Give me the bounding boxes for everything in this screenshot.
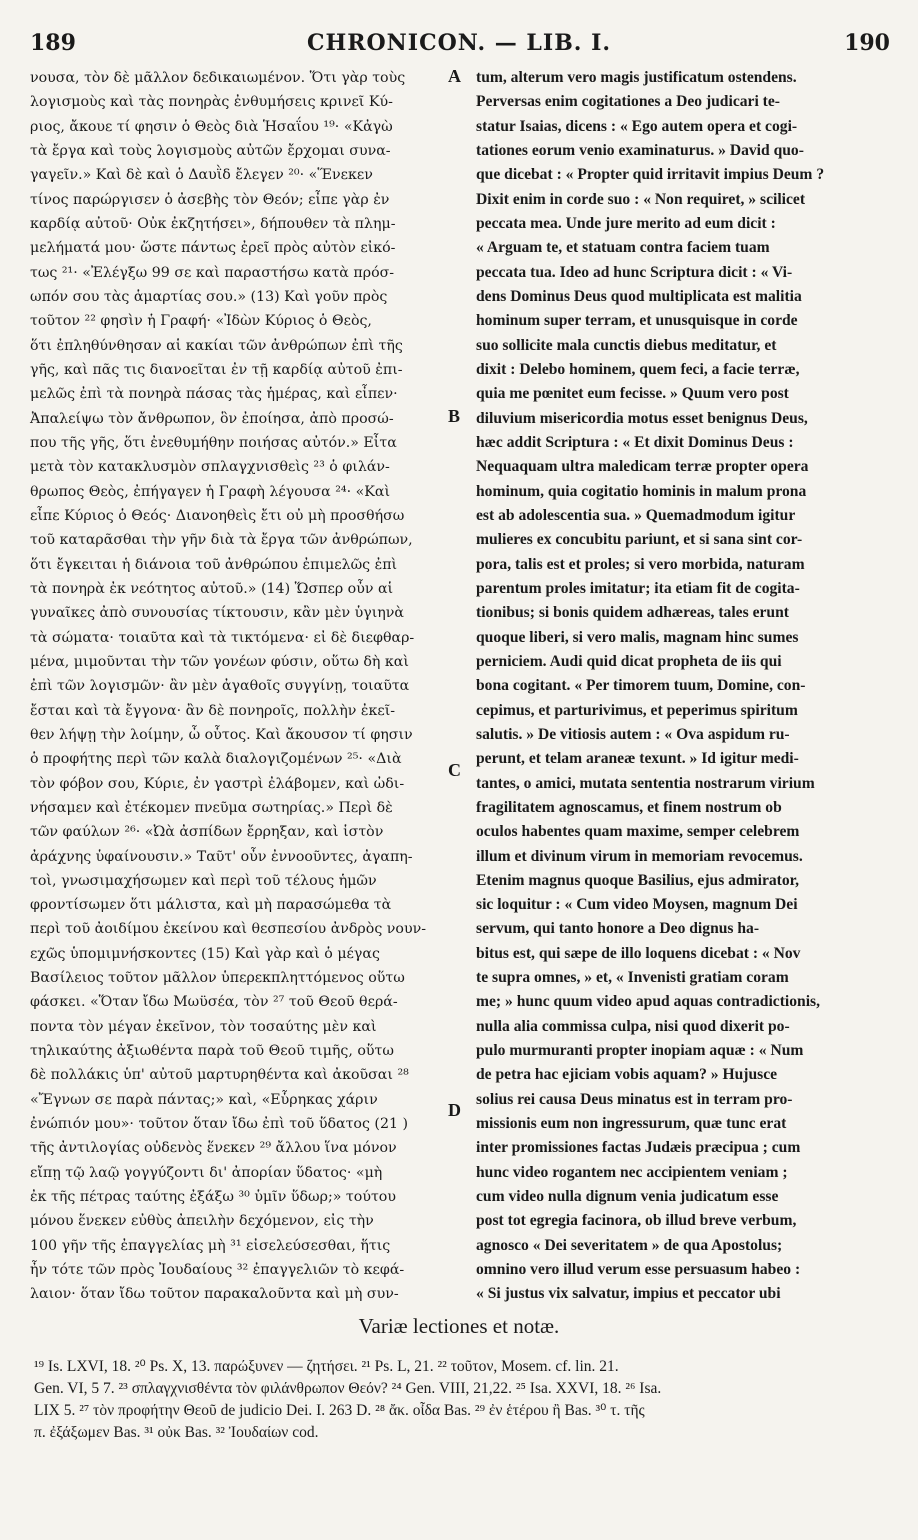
latin-text-line: hominum super terram, et unusquisque in corde	[476, 312, 798, 330]
latin-text-line: omnino vero illud verum esse persuasum habeo :	[476, 1261, 801, 1279]
greek-text-line: μένα, μιμοῦνται τὴν τῶν γονέων φύσιν, οὕτω δὴ καὶ	[30, 653, 409, 670]
greek-text-line: τίνος παρώργισεν ὁ ἀσεβὴς τὸν Θεόν; εἶπε γὰρ ἐν	[30, 191, 390, 208]
latin-text-line: hominum, quia cogitatio hominis in malum prona	[476, 482, 807, 500]
greek-text-line: που τῆς γῆς, ὅτι ἐνεθυμήθην ποιήσας αὐτόν.» Εἶτα	[30, 434, 397, 451]
latin-text-line: tum, alterum vero magis justificatum ostendens.	[476, 69, 797, 86]
latin-text-line: fragilitatem agnoscamus, et finem nostrum ob	[476, 798, 782, 816]
margin-letter-c: C	[448, 760, 461, 780]
latin-text-line: « Si justus vix salvatur, impius et peccator ubi	[476, 1285, 781, 1303]
greek-text-line: θεν λήψῃ τὴν λοίμην, ὦ οὗτος. Καὶ ἄκουσον τί φησιν	[30, 726, 413, 743]
latin-text-line: te supra omnes, » et, « Invenisti gratiam coram	[476, 969, 789, 987]
latin-text-line: me; » hunc quum video apud aquas contradictionis,	[476, 993, 820, 1011]
greek-text-line: μετὰ τὸν κατακλυσμὸν σπλαγχνισθεὶς ²³ ὁ φιλάν-	[30, 459, 390, 476]
latin-text-line: peccata tua. Ideo ad hunc Scriptura dicit : « Vi-	[476, 263, 793, 281]
greek-text-line: ὅτι ἔγκειται ἡ διάνοια τοῦ ἀνθρώπου ἐπιμελῶς ἐπὶ	[30, 556, 398, 573]
latin-text-line: post tot egregia facinora, ob illud breve verbum,	[476, 1212, 797, 1230]
greek-text-line: ἐκ τῆς πέτρας ταύτης ἐξάξω ³⁰ ὑμῖν ὕδωρ;» τούτου	[30, 1189, 396, 1206]
latin-text-line: bona cogitant. « Per timorem tuum, Domine, con-	[476, 677, 806, 695]
greek-text-line: τὸν φόβον σου, Κύριε, ἐν γαστρὶ ἐλάβομεν, καὶ ὠδι-	[30, 775, 405, 792]
latin-text-line: missionis eum non ingressurum, quæ tunc erat	[476, 1115, 787, 1133]
latin-text-line: tationes eorum venio examinaturus. » David quo-	[476, 141, 804, 159]
latin-text-line: salutis. » De vitiosis autem : « Ova aspidum ru-	[476, 725, 790, 743]
greek-text-line: ὁ προφήτης περὶ τῶν καλὰ διαλογιζομένων ²⁵· «Διὰ	[30, 751, 402, 768]
latin-text-line: servum, qui tanto honore a Deo dignus ha-	[476, 920, 760, 938]
greek-text-line: τῶν φαύλων ²⁶· «Ὠὰ ἀσπίδων ἔρρηξαν, καὶ ἱστὸν	[30, 824, 384, 841]
running-head: CHRONICON. — LIB. I.	[306, 30, 612, 56]
greek-text-line: ριος, ἄκουε τί φησιν ὁ Θεὸς διὰ Ἡσαΐου ¹⁹· «Κἀγὼ	[30, 118, 393, 135]
latin-text-line: quia me pœnitet eum fecisse. » Quum vero post	[476, 385, 789, 403]
greek-text-line: θρωπος Θεὸς, ἐπήγαγεν ἡ Γραφὴ λέγουσα ²⁴· «Καὶ	[30, 483, 391, 500]
latin-text-line: agnosco « Dei severitatem » de qua Apostolus;	[476, 1236, 783, 1254]
greek-text-line: καρδίᾳ αὐτοῦ· Οὐκ ἐκζητήσει», δήπουθεν τὰ πλημ-	[30, 215, 396, 232]
latin-text-column	[476, 66, 888, 1303]
latin-text-line: bitus est, qui sæpe de illo loquens dicebat : « Nov	[476, 944, 801, 962]
greek-text-line: 100 γῆν τῆς ἐπαγγελίας μὴ ³¹ εἰσελεύσεσθαι, ἥτις	[30, 1237, 391, 1254]
greek-text-line: λογισμοὺς καὶ τὰς πονηρὰς ἐνθυμήσεις κρινεῖ Κύ-	[30, 94, 393, 111]
latin-text-line: peccata mea. Unde jure merito ad eum dicit :	[476, 214, 776, 232]
latin-text-line: sic loquitur : « Cum video Moysen, magnum Dei	[476, 896, 798, 914]
page-number-left: 189	[30, 30, 76, 56]
greek-text-line: τῆς ἀντιλογίας οὐδενὸς ἕνεκεν ²⁹ ἄλλου ἵνα μόνον	[30, 1140, 397, 1157]
greek-text-line: γῆς, καὶ πᾶς τις διανοεῖται ἐν τῇ καρδίᾳ αὐτοῦ ἐπι-	[30, 361, 403, 378]
latin-text-line: Nequaquam ultra maledicam terræ propter opera	[476, 458, 809, 476]
latin-text-line: solius rei causa Deus minatus est in terram pro-	[476, 1090, 793, 1108]
greek-text-line: περὶ τοῦ ἀοιδίμου ἐκείνου καὶ θεσπεσίου ἀνδρὸς νουν-	[30, 921, 426, 938]
page-header	[0, 0, 918, 64]
greek-text-line: Βασίλειος τοῦτον μᾶλλον ὑπερεκπληττόμενος οὕτω	[30, 970, 405, 987]
greek-text-line: εἶπε Κύριος ὁ Θεός· Διανοηθεὶς ἔτι οὐ μὴ προσθήσω	[30, 507, 405, 524]
latin-text-line: parentum proles imitatur; ita etiam fit de cogita-	[476, 579, 800, 597]
greek-text-line: φροντίσωμεν ὅτι μάλιστα, καὶ μὴ παρασώμεθα τὰ	[30, 897, 392, 914]
greek-text-line: «Ἔγνων σε παρὰ πάντας;» καὶ, «Εὗρηκας χάριν	[30, 1091, 378, 1108]
latin-text-line: pulo murmuranti propter inopiam aquæ : « Num	[476, 1042, 804, 1060]
greek-text-line: ωπόν σου τὰς ἁμαρτίας σου.» (13) Καὶ γοῦν πρὸς	[30, 288, 388, 305]
greek-text-line: τὰ σώματα· τοιαῦτα καὶ τὰ τικτόμενα· εἰ δὲ διεφθαρ-	[30, 629, 415, 646]
latin-text-line: Perversas enim cogitationes a Deo judicari te-	[476, 93, 780, 111]
latin-text-line: pora, talis est et proles; si vero morbida, naturam	[476, 555, 805, 573]
greek-text-line: ἐνώπιόν μου»· τοῦτον ὅταν ἴδω ἐπὶ τοῦ ὕδατος (21 )	[30, 1116, 409, 1133]
variant-readings-notes	[34, 1356, 890, 1444]
note-line: Gen. VI, 5 7. ²³ σπλαγχνισθέντα τὸν φιλάνθρωπον Θεόν? ²⁴ Gen. VIII, 21,22. ²⁵ Isa. XXVI, 18. ²⁶ Isa.	[34, 1380, 662, 1397]
greek-text-line: τοὶ, γνωσιμαχήσωμεν καὶ περὶ τοῦ τέλους ἡμῶν	[30, 872, 377, 889]
margin-letter-d: D	[448, 1100, 461, 1120]
latin-text-line: dens Dominus Deus quod multiplicata est malitia	[476, 287, 802, 305]
latin-text-line: suo sollicite mala cunctis diebus meditatur, et	[476, 336, 777, 354]
greek-text-line: τοῦτον ²² φησὶν ἡ Γραφή· «Ἰδὼν Κύριος ὁ Θεὸς,	[30, 313, 372, 330]
greek-text-line: δὲ πολλάκις ὑπ' αὐτοῦ μαρτυρηθέντα καὶ ἀκοῦσαι ²⁸	[30, 1067, 409, 1084]
latin-text-line: dixit : Delebo hominem, quem feci, a facie terræ,	[476, 360, 800, 378]
latin-text-line: Etenim magnus quoque Basilius, ejus admirator,	[476, 871, 800, 889]
greek-text-line: ἐπὶ τῶν λογισμῶν· ἂν μὲν ἀγαθοῖς συγγίνῃ, τοιαῦτα	[30, 678, 410, 695]
greek-text-line: ἔσται καὶ τὰ ἔγγονα· ἂν δὲ πονηροῖς, πολλὴν ἐκεῖ-	[30, 702, 396, 719]
greek-text-column	[30, 66, 460, 1303]
latin-text-line: perniciem. Audi quid dicat propheta de iis qui	[476, 652, 782, 670]
latin-text-line: hæc addit Scriptura : « Et dixit Dominus Deus :	[476, 433, 794, 451]
latin-text-line: tantes, o amici, mutata sententia nostrarum virium	[476, 774, 815, 792]
latin-text-line: « Arguam te, et statuam contra faciem tuam	[476, 239, 770, 257]
latin-text-line: perunt, et telam araneæ texunt. » Id igitur medi-	[476, 750, 799, 768]
greek-text-line: γαγεῖν.» Καὶ δὲ καὶ ὁ Δαυῒδ ἔλεγεν ²⁰· «Ἕνεκεν	[30, 167, 373, 184]
note-line: ¹⁹ Is. LXVI, 18. ²⁰ Ps. X, 13. παρώξυνεν — ζητήσει. ²¹ Ps. L, 21. ²² τοῦτον, Mosem. cf. lin. 21.	[34, 1358, 619, 1375]
latin-text-line: est ab adolescentia sua. » Quemadmodum igitur	[476, 506, 796, 524]
greek-text-line: εἴπῃ τῷ λαῷ γογγύζοντι δι' ἀπορίαν ὕδατος· «μὴ	[30, 1164, 383, 1181]
latin-text-line: mulieres ex concubitu pariunt, et si sana sint cor-	[476, 531, 803, 549]
greek-text-line: τως ²¹· «Ἐλέγξω 99 σε καὶ παραστήσω κατὰ πρόσ-	[30, 264, 395, 281]
greek-text-line: τὰ πονηρὰ ἐκ νεότητος αὐτοῦ.» (14) Ὥσπερ οὖν αἱ	[30, 580, 394, 597]
latin-text-line: illum et divinum virum in memoriam revocemus.	[476, 847, 803, 865]
notes-heading: Variæ lectiones et notæ.	[358, 1314, 560, 1338]
margin-letter-a: A	[448, 66, 461, 86]
latin-text-line: hunc video rogantem nec accipientem veniam ;	[476, 1163, 788, 1181]
latin-text-line: tionibus; si bonis quidem adhæreas, tales erunt	[476, 604, 789, 622]
greek-text-line: νουσα, τὸν δὲ μᾶλλον δεδικαιωμένον. Ὅτι γὰρ τοὺς	[30, 70, 406, 86]
margin-letter-b: B	[448, 406, 461, 426]
greek-text-line: ἦν τότε τῶν πρὸς Ἰουδαίους ³² ἐπαγγελιῶν τὸ κεφά-	[30, 1262, 405, 1279]
latin-text-line: cum video nulla dignum venia judicatum esse	[476, 1188, 779, 1206]
greek-text-line: τὰ ἔργα καὶ τοὺς λογισμοὺς αὐτῶν ἔρχομαι συνα-	[30, 142, 391, 159]
latin-text-line: de petra hac ejiciam vobis aquam? » Hujusce	[476, 1066, 778, 1084]
greek-text-line: μελῶς ἐπὶ τὰ πονηρὰ πάσας τὰς ἡμέρας, καὶ εἶπεν·	[30, 386, 398, 403]
greek-text-line: εχῶς ὑπομιμνήσκοντες (15) Καὶ γὰρ καὶ ὁ μέγας	[30, 945, 380, 962]
latin-text-line: cepimus, et parturivimus, et peperimus spiritum	[476, 701, 798, 719]
greek-text-line: Ἀπαλείψω τὸν ἄνθρωπον, ὃν ἐποίησα, ἀπὸ προσώ-	[30, 410, 394, 427]
latin-text-line: que dicebat : « Propter quid irritavit impius Deum ?	[476, 166, 825, 184]
greek-text-line: νήσαμεν καὶ ἐτέκομεν πνεῦμα σωτηρίας.» Περὶ δὲ	[30, 799, 393, 816]
latin-text-line: oculos habentes quam maxime, semper celebrem	[476, 823, 800, 841]
note-line: LIX 5. ²⁷ τὸν προφήτην Θεοῦ de judicio Dei. I. 263 D. ²⁸ ἄκ. οἶδα Bas. ²⁹ ἐν ἑτέρου ἢ Bas. ³⁰ τ. τῆς	[34, 1402, 645, 1419]
greek-text-line: ποντα τὸν μέγαν ἐκεῖνον, τὸν τοσαύτης μὲν καὶ	[30, 1018, 377, 1035]
greek-text-line: τοῦ καταρᾶσθαι τὴν γῆν διὰ τὰ ἔργα τῶν ἀνθρώπων,	[30, 532, 413, 549]
greek-text-line: λαιον· ὅταν ἴδω τοῦτον παρακαλοῦντα καὶ μὴ συν-	[30, 1286, 399, 1303]
greek-text-line: φάσκει. «Ὅταν ἴδω Μωϋσέα, τὸν ²⁷ τοῦ Θεοῦ θερά-	[30, 994, 398, 1011]
latin-text-line: statur Isaias, dicens : « Ego autem opera et cogi-	[476, 117, 798, 135]
latin-text-line: inter promissiones factas Judæis præcipua ; cum	[476, 1139, 801, 1157]
greek-text-line: ὅτι ἐπληθύνθησαν αἱ κακίαι τῶν ἀνθρώπων ἐπὶ τῆς	[30, 337, 403, 354]
page-number-right: 190	[844, 30, 890, 56]
note-line: π. ἐξάξωμεν Bas. ³¹ οὐκ Bas. ³² Ἰουδαίων cod.	[34, 1424, 319, 1441]
latin-text-line: nulla alia commissa culpa, nisi quod dixerit po-	[476, 1017, 790, 1035]
greek-text-line: τηλικαύτης ἀξιωθέντα παρὰ τοῦ Θεοῦ τιμῆς, οὕτω	[30, 1043, 394, 1060]
greek-text-line: ἀράχνης ὑφαίνουσιν.» Ταῦτ' οὖν ἐννοοῦντες, ἀγαπη-	[30, 848, 413, 865]
greek-text-line: μόνου ἕνεκεν εὐθὺς ἀπειλὴν δεχόμενον, εἰς τὴν	[30, 1213, 374, 1230]
latin-text-line: Dixit enim in corde suo : « Non requiret, » scilicet	[476, 190, 806, 208]
latin-text-line: quoque liberi, si vero malis, magnam hinc sumes	[476, 628, 799, 646]
greek-text-line: γυναῖκες ἀπὸ συνουσίας τίκτουσιν, κἂν μὲν ὑγιηνὰ	[30, 605, 404, 622]
latin-text-line: diluvium misericordia motus esset benignus Deus,	[476, 409, 808, 427]
greek-text-line: μελήματά μου· ὥστε πάντως ἐρεῖ πρὸς αὐτὸν εἰκό-	[30, 240, 396, 257]
